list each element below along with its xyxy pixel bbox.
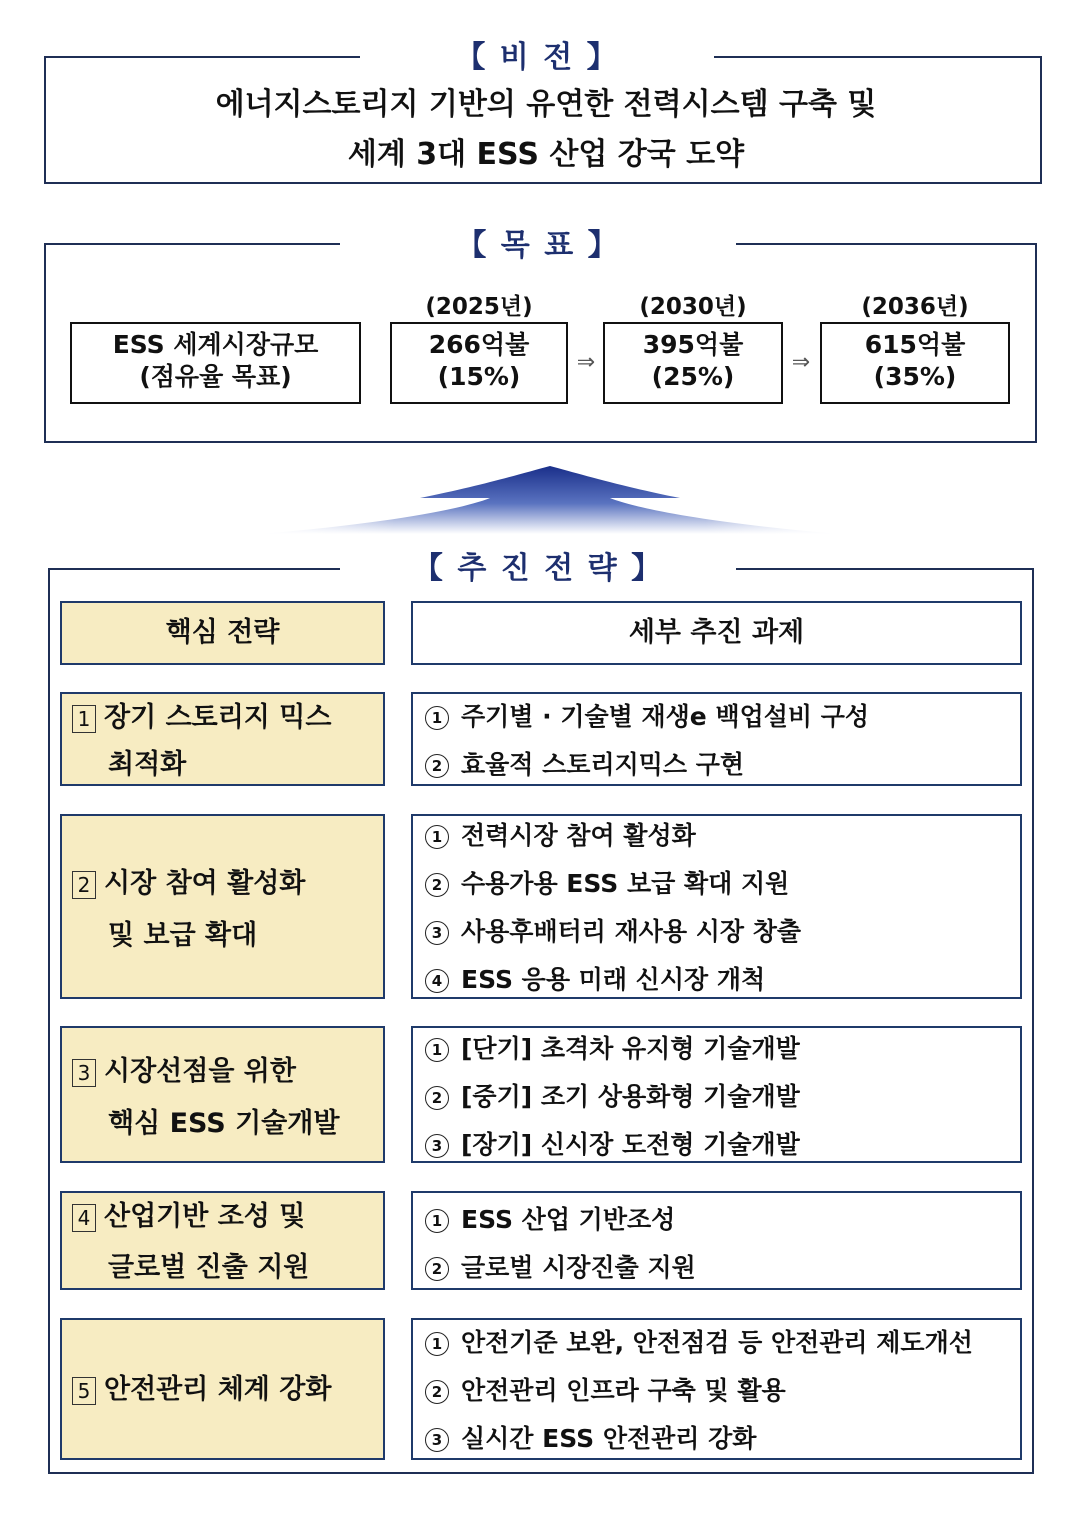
task: 실시간 ESS 안전관리 강화 [461, 1424, 757, 1453]
strategy-title-line1: 시장 참여 활성화 [104, 868, 306, 899]
target-box-2025 [390, 322, 568, 404]
tasks-1 [411, 692, 1022, 786]
strategy-number: 3 [72, 1059, 96, 1087]
circled-number: 3 [425, 921, 449, 945]
vision-line-1: 에너지스토리지 기반의 유연한 전력시스템 구축 및 [215, 87, 877, 122]
strategy-title-line2: 및 보급 확대 [108, 920, 258, 951]
tasks-4 [411, 1191, 1022, 1290]
strategy-1 [60, 692, 385, 786]
year-label-2025: (2025년) [425, 294, 533, 320]
strategy-number: 5 [72, 1377, 96, 1405]
target-share: (35%) [873, 362, 957, 391]
strategy-title-line2: 글로벌 진출 지원 [108, 1252, 310, 1283]
arrow-right-icon: ⇒ [791, 350, 811, 375]
circled-number: 2 [425, 1086, 449, 1110]
year-label-2036: (2036년) [861, 294, 969, 320]
target-box-2036 [820, 322, 1010, 404]
circled-number: 1 [425, 706, 449, 730]
task: 수용가용 ESS 보급 확대 지원 [461, 869, 790, 898]
core-strategy-header: 핵심 전략 [60, 601, 385, 665]
vision-title: 【 비 전 】 [360, 38, 714, 78]
circled-number: 3 [425, 1428, 449, 1452]
target-amount: 266억불 [428, 330, 530, 359]
market-size-label-box [70, 322, 361, 404]
task: 효율적 스토리지믹스 구현 [461, 750, 745, 779]
task: 글로벌 시장진출 지원 [461, 1253, 696, 1282]
strategy-2 [60, 814, 385, 999]
task: 주기별 · 기술별 재생e 백업설비 구성 [461, 702, 870, 731]
strategy-title-line1: 장기 스토리지 믹스 [104, 702, 332, 733]
task: 안전관리 인프라 구축 및 활용 [461, 1376, 786, 1405]
task: [중기] 조기 상용화형 기술개발 [461, 1082, 800, 1111]
strategy-title-line1: 시장선점을 위한 [104, 1056, 296, 1087]
strategy-number: 1 [72, 705, 96, 733]
strategy-4 [60, 1191, 385, 1290]
detail-tasks-header: 세부 추진 과제 [411, 601, 1022, 665]
strategy-title-line2: 최적화 [108, 749, 187, 780]
tasks-3 [411, 1026, 1022, 1163]
strategy-title-line2: 핵심 ESS 기술개발 [108, 1108, 340, 1139]
goal-title: 【 목 표 】 [340, 226, 736, 266]
target-share: (15%) [437, 362, 521, 391]
strategy-number: 2 [72, 871, 96, 899]
circled-number: 3 [425, 1134, 449, 1158]
strategy-title-line1: 안전관리 체계 강화 [104, 1374, 332, 1405]
circled-number: 2 [425, 754, 449, 778]
tasks-5 [411, 1318, 1022, 1460]
task: [단기] 초격차 유지형 기술개발 [461, 1034, 800, 1063]
target-share: (25%) [651, 362, 735, 391]
circled-number: 1 [425, 1038, 449, 1062]
task: 전력시장 참여 활성화 [461, 821, 696, 850]
task: 안전기준 보완, 안전점검 등 안전관리 제도개선 [461, 1328, 973, 1357]
vision-line-2: 세계 3대 ESS 산업 강국 도약 [347, 137, 745, 172]
strategy-number: 4 [72, 1204, 96, 1232]
task: ESS 응용 미래 신시장 개척 [461, 965, 766, 994]
circled-number: 1 [425, 1209, 449, 1233]
circled-number: 2 [425, 1257, 449, 1281]
year-label-2030: (2030년) [639, 294, 747, 320]
arrow-right-icon: ⇒ [576, 350, 596, 375]
circled-number: 1 [425, 1332, 449, 1356]
target-amount: 615억불 [864, 330, 966, 359]
strategy-title: 【 추 진 전 략 】 [340, 549, 736, 589]
target-amount: 395억불 [642, 330, 744, 359]
circled-number: 2 [425, 873, 449, 897]
circled-number: 4 [425, 969, 449, 993]
strategy-3 [60, 1026, 385, 1163]
upward-arrow-icon [240, 462, 860, 538]
circled-number: 1 [425, 825, 449, 849]
strategy-title-line1: 산업기반 조성 및 [104, 1201, 306, 1232]
share-target-label: (점유율 목표) [139, 362, 292, 391]
strategy-5 [60, 1318, 385, 1460]
task: ESS 산업 기반조성 [461, 1205, 676, 1234]
task: [장기] 신시장 도전형 기술개발 [461, 1130, 800, 1159]
market-size-label: ESS 세계시장규모 [112, 330, 319, 359]
task: 사용후배터리 재사용 시장 창출 [461, 917, 802, 946]
circled-number: 2 [425, 1380, 449, 1404]
tasks-2 [411, 814, 1022, 999]
target-box-2030 [603, 322, 783, 404]
